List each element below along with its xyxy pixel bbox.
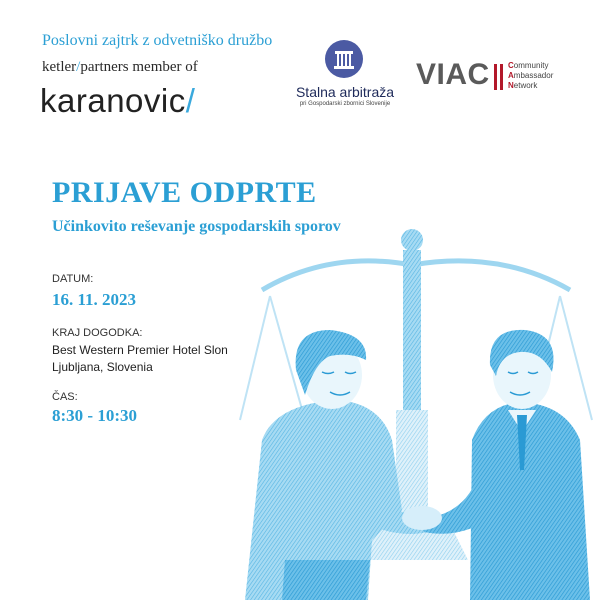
- partner-firm-suffix: partners: [80, 59, 129, 75]
- viac-divider: [494, 64, 497, 90]
- arbitration-subtitle: pri Gospodarski zbornici Slovenije: [299, 101, 391, 107]
- time-label: ČAS:: [52, 391, 78, 403]
- time-value: 8:30 - 10:30: [52, 406, 137, 425]
- viac-cap-n: N: [508, 81, 514, 90]
- arbitration-name: Stalna arbitraža: [295, 84, 395, 100]
- viac-cap-c: C: [508, 61, 514, 70]
- karanovic-slash: /: [185, 82, 196, 119]
- karanovic-logo: [40, 82, 195, 120]
- column-icon: [325, 40, 363, 78]
- viac-line-network: etwork: [513, 81, 538, 90]
- viac-line-ambassador: mbassador: [513, 71, 554, 80]
- viac-divider: [500, 64, 503, 90]
- partner-firm-name: ketler: [42, 59, 77, 75]
- viac-cap-a: A: [508, 71, 514, 80]
- date-value: 16. 11. 2023: [52, 290, 137, 309]
- venue-label: KRAJ DOGODKA:: [52, 327, 143, 339]
- venue-city: Ljubljana, Slovenia: [52, 360, 153, 374]
- venue-name: Best Western Premier Hotel Slon: [52, 343, 228, 357]
- event-subtitle: Učinkovito reševanje gospodarskih sporov: [52, 218, 341, 235]
- partner-slash: /: [76, 59, 81, 75]
- event-title: PRIJAVE ODPRTE: [52, 176, 317, 209]
- handshake-icon: [402, 506, 442, 530]
- viac-tagline: [508, 61, 553, 91]
- intro-text: Poslovni zajtrk z odvetniško družbo: [42, 32, 273, 49]
- partner-line: [42, 59, 198, 76]
- karanovic-wordmark: karanovic: [40, 82, 186, 119]
- arbitration-logo: [290, 36, 400, 116]
- viac-wordmark: VIAC: [416, 58, 490, 91]
- member-of-text: member of: [132, 59, 198, 75]
- viac-line-community: ommunity: [513, 61, 549, 70]
- date-label: DATUM:: [52, 273, 94, 285]
- viac-logo: [416, 60, 566, 94]
